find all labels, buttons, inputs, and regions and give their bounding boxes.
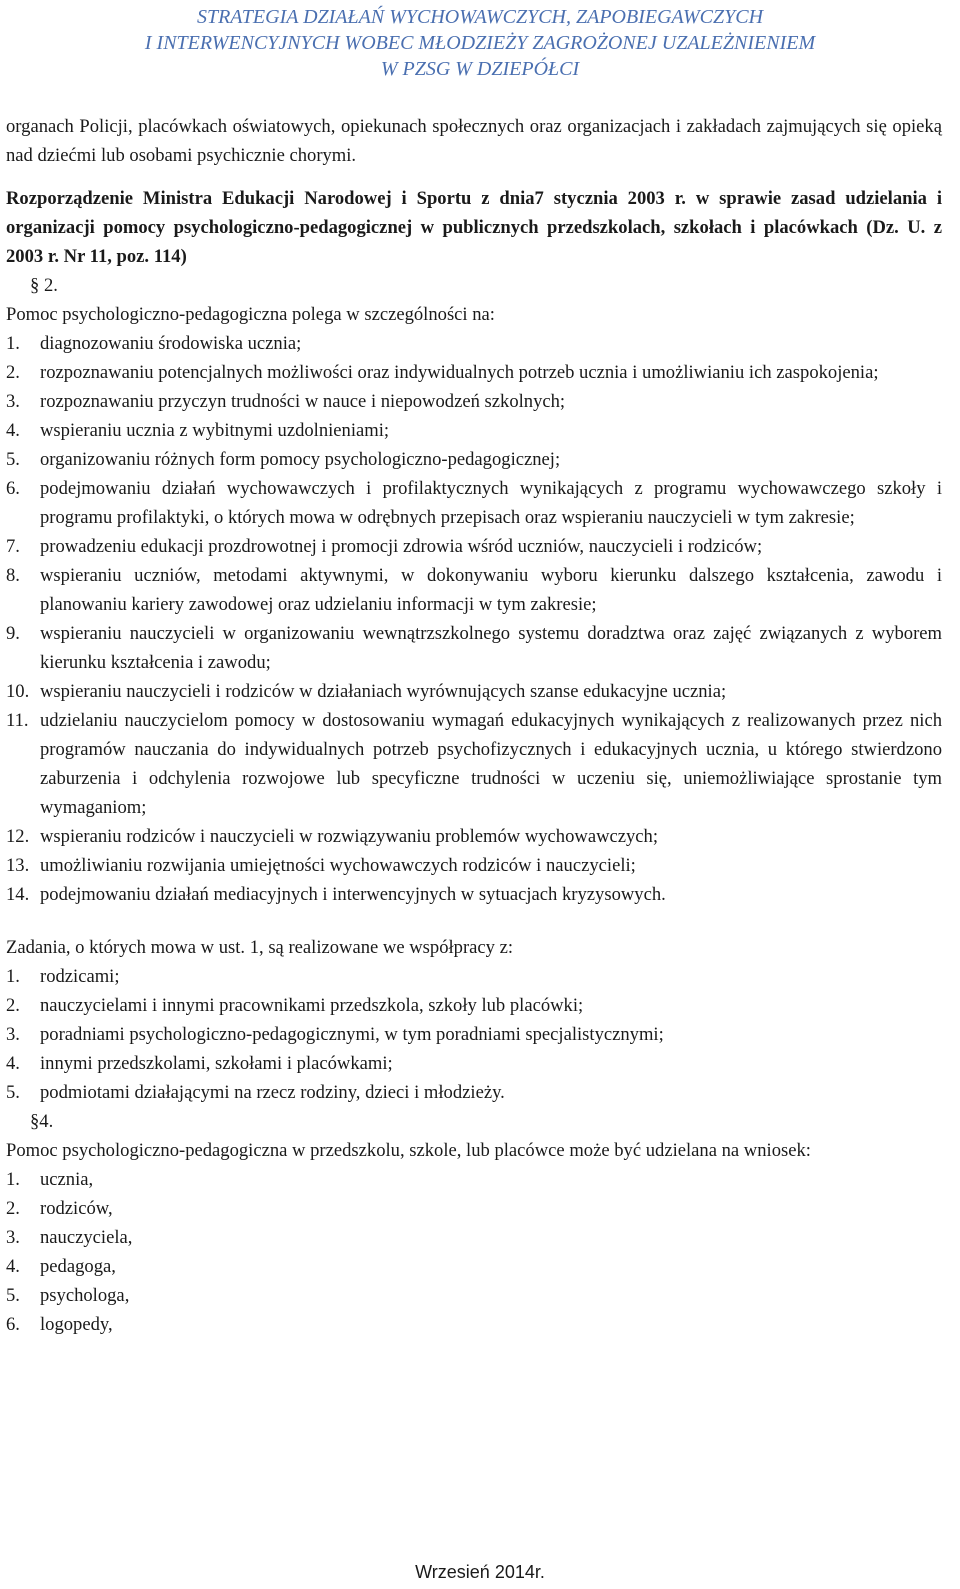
list-item-text: psychologa,: [40, 1285, 130, 1306]
list-item: [6, 1078, 942, 1107]
list-item-number: 3.: [6, 391, 20, 412]
list-item-number: 4.: [6, 1256, 20, 1277]
list-item-text: nauczycielami i innymi pracownikami przedszkola, szkoły lub placówki;: [40, 995, 584, 1016]
header-line-3: W PZSG W DZIEPÓŁCI: [380, 58, 580, 80]
list-item-text: udzielaniu nauczycielom pomocy w dostosowaniu wymagań edukacyjnych wynikających z realizowanych przez nich programów nauczania do indywidualnych potrzeb psychofizycznych i edukacyjnych ucznia, u którego stwierdzono zaburzenia i odchylenia rozwojowe lub specyficzne trudności w uczeniu się, uniemożliwiające sprostanie tym wymaganiom;: [40, 710, 942, 818]
list-item-number: 5.: [6, 449, 20, 470]
document-body: [6, 112, 942, 1339]
list-item-number: 11.: [6, 710, 29, 731]
request-sources-list: [6, 1165, 942, 1339]
list-item: [6, 1223, 942, 1252]
list-item: [6, 1049, 942, 1078]
list-item-number: 2.: [6, 362, 20, 383]
list-item-number: 2.: [6, 1198, 20, 1219]
cooperation-list: [6, 962, 942, 1107]
list-item: [6, 619, 942, 677]
list-item-number: 4.: [6, 420, 20, 441]
section-2-lead: Pomoc psychologiczno-pedagogiczna polega w szczególności na:: [6, 304, 495, 325]
list-item: [6, 1252, 942, 1281]
list-item-number: 6.: [6, 1314, 20, 1335]
list-item-number: 3.: [6, 1227, 20, 1248]
list-item: [6, 329, 942, 358]
list-item: [6, 1281, 942, 1310]
list-item: [6, 880, 942, 909]
list-item-text: wspieraniu uczniów, metodami aktywnymi, w dokonywaniu wyboru kierunku dalszego kształcenia, zawodu i planowaniu kariery zawodowej oraz udzielaniu informacji w tym zakresie;: [40, 565, 942, 615]
list-item: [6, 1310, 942, 1339]
list-item: [6, 991, 942, 1020]
list-item-number: 1.: [6, 333, 20, 354]
list-item: [6, 474, 942, 532]
section-4-lead: Pomoc psychologiczno-pedagogiczna w przedszkolu, szkole, lub placówce może być udzielana na wniosek:: [6, 1140, 811, 1161]
list-item: [6, 358, 942, 387]
list-item-number: 13.: [6, 855, 30, 876]
list-item-text: wspieraniu nauczycieli w organizowaniu wewnątrzszkolnego systemu doradztwa oraz zajęć związanych z wyborem kierunku kształcenia i zawodu;: [40, 623, 942, 673]
list-item: [6, 1165, 942, 1194]
list-item-text: podejmowaniu działań mediacyjnych i interwencyjnych w sytuacjach kryzysowych.: [40, 884, 666, 905]
list-item-text: innymi przedszkolami, szkołami i placówkami;: [40, 1053, 393, 1074]
list-item-text: rozpoznawaniu przyczyn trudności w nauce i niepowodzeń szkolnych;: [40, 391, 566, 412]
list-item: [6, 1194, 942, 1223]
regulation-title: Rozporządzenie Ministra Edukacji Narodowej i Sportu z dnia7 stycznia 2003 r. w sprawie zasad udzielania i organizacji pomocy psychologiczno-pedagogicznej w publicznych przedszkolach, szkołach i placówkach (Dz. U. z 2003 r. Nr 11, poz. 114): [6, 188, 942, 267]
list-item-text: wspieraniu nauczycieli i rodziców w działaniach wyrównujących szanse edukacyjne ucznia;: [40, 681, 727, 702]
list-item-text: logopedy,: [40, 1314, 113, 1335]
list-item: [6, 851, 942, 880]
help-forms-list: [6, 329, 942, 909]
list-item: [6, 532, 942, 561]
list-item-number: 7.: [6, 536, 20, 557]
list-item: [6, 677, 942, 706]
list-item-number: 14.: [6, 884, 30, 905]
list-item-text: poradniami psychologiczno-pedagogicznymi, w tym poradniami specjalistycznymi;: [40, 1024, 664, 1045]
list-item-number: 6.: [6, 478, 20, 499]
list-item-number: 1.: [6, 966, 20, 987]
list-item-number: 12.: [6, 826, 30, 847]
list-item-text: ucznia,: [40, 1169, 94, 1190]
cooperation-lead: Zadania, o których mowa w ust. 1, są realizowane we współpracy z:: [6, 937, 514, 958]
document-header: [0, 4, 960, 82]
list-item-number: 3.: [6, 1024, 20, 1045]
list-item-number: 5.: [6, 1082, 20, 1103]
list-item-text: wspieraniu rodziców i nauczycieli w rozwiązywaniu problemów wychowawczych;: [40, 826, 659, 847]
header-line-1: STRATEGIA DZIAŁAŃ WYCHOWAWCZYCH, ZAPOBIEGAWCZYCH: [196, 6, 764, 28]
header-line-2: I INTERWENCYJNYCH WOBEC MŁODZIEŻY ZAGROŻONEJ UZALEŻNIENIEM: [144, 32, 816, 54]
section-2-label: § 2.: [30, 275, 58, 296]
list-item-text: podmiotami działającymi na rzecz rodziny, dzieci i młodzieży.: [40, 1082, 505, 1103]
list-item-text: prowadzeniu edukacji prozdrowotnej i promocji zdrowia wśród uczniów, nauczycieli i rodziców;: [40, 536, 763, 557]
list-item-number: 9.: [6, 623, 20, 644]
list-item-number: 8.: [6, 565, 20, 586]
list-item: [6, 445, 942, 474]
list-item: [6, 1020, 942, 1049]
intro-paragraph: organach Policji, placówkach oświatowych, opiekunach społecznych oraz organizacjach i zakładach zajmujących się opieką nad dziećmi lub osobami psychicznie chorymi.: [6, 116, 942, 166]
list-item: [6, 706, 942, 822]
list-item-text: nauczyciela,: [40, 1227, 133, 1248]
list-item-text: umożliwianiu rozwijania umiejętności wychowawczych rodziców i nauczycieli;: [40, 855, 636, 876]
list-item-text: organizowaniu różnych form pomocy psychologiczno-pedagogicznej;: [40, 449, 561, 470]
list-item-text: diagnozowaniu środowiska ucznia;: [40, 333, 302, 354]
list-item-text: rodzicami;: [40, 966, 120, 987]
list-item: [6, 561, 942, 619]
list-item-number: 10.: [6, 681, 30, 702]
list-item: [6, 387, 942, 416]
list-item: [6, 822, 942, 851]
list-item-text: pedagoga,: [40, 1256, 116, 1277]
list-item-number: 2.: [6, 995, 20, 1016]
footer-date: Wrzesień 2014r.: [415, 1562, 545, 1582]
list-item-text: rozpoznawaniu potencjalnych możliwości oraz indywidualnych potrzeb ucznia i umożliwianiu ich zaspokojenia;: [40, 362, 879, 383]
list-item-text: podejmowaniu działań wychowawczych i profilaktycznych wynikających z programu wychowawczego szkoły i programu profilaktyki, o których mowa w odrębnych przepisach oraz wspieraniu nauczycieli w tym zakresie;: [40, 478, 942, 528]
list-item-text: wspieraniu ucznia z wybitnymi uzdolnieniami;: [40, 420, 390, 441]
list-item-text: rodziców,: [40, 1198, 113, 1219]
list-item-number: 4.: [6, 1053, 20, 1074]
section-4-label: §4.: [30, 1111, 54, 1132]
list-item-number: 5.: [6, 1285, 20, 1306]
list-item: [6, 962, 942, 991]
list-item-number: 1.: [6, 1169, 20, 1190]
list-item: [6, 416, 942, 445]
